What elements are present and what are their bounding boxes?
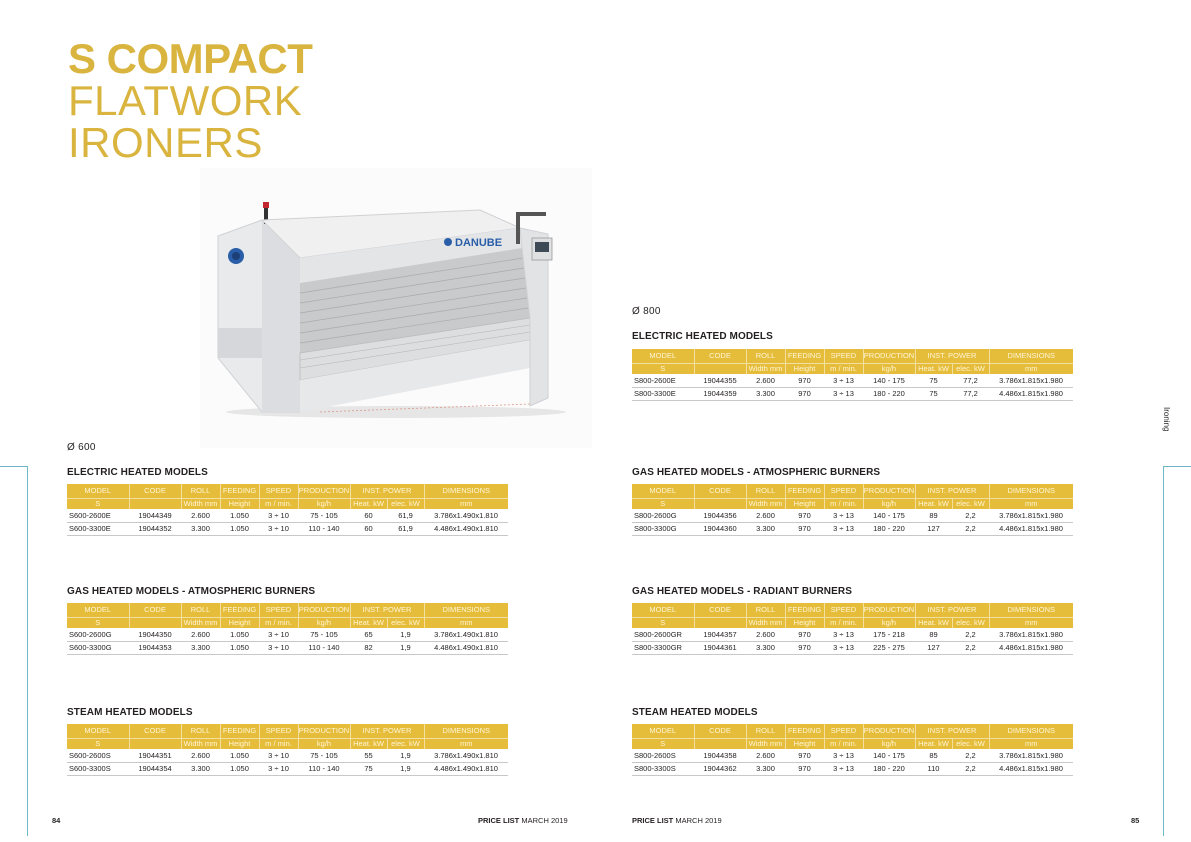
header-cell: MODEL (632, 484, 694, 498)
header-cell: INST. POWER (915, 603, 989, 617)
header-cell: PRODUCTION (298, 603, 350, 617)
table-cell: 3 ÷ 10 (259, 509, 298, 522)
subheader-cell: S (632, 738, 694, 749)
header-cell: DIMENSIONS (424, 484, 508, 498)
header-cell: INST. POWER (350, 724, 424, 738)
table-cell: 4.486x1.490x1.810 (424, 762, 508, 775)
table-cell: 19044352 (129, 522, 181, 535)
subheader-cell: Heat. kW (350, 617, 387, 628)
header-cell: INST. POWER (915, 484, 989, 498)
header-cell: MODEL (632, 603, 694, 617)
table-cell: 19044357 (694, 628, 746, 641)
right-gas-radiant-table (632, 603, 1073, 655)
table-cell: 3 ÷ 13 (824, 749, 863, 762)
brand-label: DANUBE (455, 237, 503, 249)
table-row (67, 509, 508, 522)
table-cell: 110 - 140 (298, 641, 350, 654)
table-cell: 2,2 (952, 749, 989, 762)
table-cell: 19044353 (129, 641, 181, 654)
subheader-cell: Height (785, 498, 824, 509)
table-cell: 970 (785, 641, 824, 654)
header-cell: SPEED (259, 484, 298, 498)
table-cell: 60 (350, 522, 387, 535)
table-cell: 1.050 (220, 628, 259, 641)
header-cell: ROLL (181, 484, 220, 498)
header-cell: ROLL (746, 484, 785, 498)
subheader-cell: Height (785, 363, 824, 374)
table-cell: 19044354 (129, 762, 181, 775)
header-cell: DIMENSIONS (989, 349, 1073, 363)
table-cell: 3.786x1.490x1.810 (424, 628, 508, 641)
header-cell: DIMENSIONS (989, 603, 1073, 617)
table-row (632, 628, 1073, 641)
table-cell: 140 - 175 (863, 509, 915, 522)
right-steam-table (632, 724, 1073, 776)
table-cell: 19044360 (694, 522, 746, 535)
right-diameter: Ø 800 (632, 306, 661, 317)
right-footer-price-list (632, 816, 722, 825)
table-cell: 2,2 (952, 641, 989, 654)
table-cell: 225 - 275 (863, 641, 915, 654)
table-cell: 19044349 (129, 509, 181, 522)
table-cell: S800-2600S (632, 749, 694, 762)
table-row (632, 641, 1073, 654)
subheader-cell: mm (424, 738, 508, 749)
product-photo (200, 168, 592, 448)
table-cell: 1,9 (387, 749, 424, 762)
header-cell: DIMENSIONS (424, 603, 508, 617)
table-cell: 75 - 105 (298, 749, 350, 762)
header-cell: SPEED (259, 724, 298, 738)
table-cell: 3 ÷ 10 (259, 522, 298, 535)
header-cell: FEEDING (785, 349, 824, 363)
subheader-cell: kg/h (863, 738, 915, 749)
subheader-cell: S (67, 498, 129, 509)
header-cell: FEEDING (785, 724, 824, 738)
table-cell: 140 - 175 (863, 374, 915, 387)
table-cell: S600-3300G (67, 641, 129, 654)
header-cell: CODE (694, 603, 746, 617)
table-cell: 2,2 (952, 509, 989, 522)
right-gas-radiant-heading: GAS HEATED MODELS - RADIANT BURNERS (632, 586, 852, 597)
table-cell: S800-2600G (632, 509, 694, 522)
table-cell: 140 - 175 (863, 749, 915, 762)
subheader-cell (694, 498, 746, 509)
header-cell: MODEL (632, 724, 694, 738)
table-cell: 110 - 140 (298, 522, 350, 535)
table-cell: S600-2600G (67, 628, 129, 641)
table-row (632, 522, 1073, 535)
header-cell: MODEL (632, 349, 694, 363)
table-cell: 75 - 105 (298, 509, 350, 522)
header-cell: PRODUCTION (863, 724, 915, 738)
header-cell: SPEED (824, 724, 863, 738)
left-footer-price-list (478, 816, 568, 825)
table-cell: S800-3300E (632, 387, 694, 400)
table-cell: 110 (915, 762, 952, 775)
table-cell: 2,2 (952, 522, 989, 535)
subheader-cell: Width mm (746, 363, 785, 374)
subheader-cell: Height (220, 738, 259, 749)
header-cell: INST. POWER (350, 484, 424, 498)
table-cell: 127 (915, 641, 952, 654)
subheader-cell: elec. kW (387, 738, 424, 749)
subheader-cell (694, 617, 746, 628)
subheader-cell: m / min. (824, 738, 863, 749)
header-cell: DIMENSIONS (989, 484, 1073, 498)
table-cell: 3.300 (746, 762, 785, 775)
table-cell: S800-3300GR (632, 641, 694, 654)
subheader-cell: elec. kW (387, 498, 424, 509)
subheader-cell: Width mm (181, 498, 220, 509)
left-diameter: Ø 600 (67, 442, 96, 453)
header-cell: FEEDING (785, 603, 824, 617)
title-line-2: FLATWORK (68, 77, 303, 124)
header-cell: FEEDING (220, 484, 259, 498)
left-electric-heading: ELECTRIC HEATED MODELS (67, 467, 208, 478)
header-cell: INST. POWER (915, 349, 989, 363)
subheader-cell: m / min. (824, 617, 863, 628)
table-cell: 55 (350, 749, 387, 762)
header-cell: DIMENSIONS (424, 724, 508, 738)
table-cell: 2.600 (746, 628, 785, 641)
table-cell: 3.300 (181, 641, 220, 654)
subheader-cell: Height (785, 738, 824, 749)
table-cell: 4.486x1.815x1.980 (989, 387, 1073, 400)
subheader-cell: kg/h (863, 498, 915, 509)
left-footer-price-list-bold: PRICE LIST (478, 816, 520, 825)
table-cell: 75 (915, 387, 952, 400)
table-cell: 3.786x1.815x1.980 (989, 628, 1073, 641)
left-gas-heading: GAS HEATED MODELS - ATMOSPHERIC BURNERS (67, 586, 316, 597)
subheader-cell: mm (424, 617, 508, 628)
table-cell: 19044356 (694, 509, 746, 522)
subheader-cell: m / min. (824, 363, 863, 374)
table-cell: 19044355 (694, 374, 746, 387)
table-cell: 970 (785, 762, 824, 775)
table-cell: 2.600 (181, 628, 220, 641)
subheader-cell: mm (989, 617, 1073, 628)
header-cell: DIMENSIONS (989, 724, 1073, 738)
header-cell: MODEL (67, 603, 129, 617)
table-cell: S600-2600S (67, 749, 129, 762)
header-cell: MODEL (67, 724, 129, 738)
subheader-cell: Width mm (746, 498, 785, 509)
table-cell: 1.050 (220, 641, 259, 654)
table-cell: 3 ÷ 13 (824, 522, 863, 535)
table-cell: 61,9 (387, 509, 424, 522)
table-cell: 970 (785, 374, 824, 387)
table-cell: 2.600 (181, 509, 220, 522)
table-cell: 3 ÷ 10 (259, 749, 298, 762)
table-cell: 3 ÷ 10 (259, 628, 298, 641)
table-cell: 3 ÷ 10 (259, 762, 298, 775)
subheader-cell: mm (989, 738, 1073, 749)
title-line-1: S COMPACT (68, 35, 313, 82)
table-cell: 75 - 105 (298, 628, 350, 641)
table-cell: 970 (785, 387, 824, 400)
table-cell: S600-3300E (67, 522, 129, 535)
header-cell: SPEED (824, 603, 863, 617)
table-row (67, 641, 508, 654)
table-cell: 970 (785, 522, 824, 535)
table-cell: 75 (915, 374, 952, 387)
table-row (632, 749, 1073, 762)
subheader-cell: elec. kW (952, 738, 989, 749)
right-footer-price-list-date: MARCH 2019 (675, 816, 722, 825)
table-cell: S800-2600E (632, 374, 694, 387)
table-row (67, 762, 508, 775)
table-cell: 3.300 (746, 387, 785, 400)
header-cell: CODE (129, 484, 181, 498)
table-cell: 19044358 (694, 749, 746, 762)
section-side-label: Ironing (1162, 407, 1171, 432)
subheader-cell: Height (220, 617, 259, 628)
left-page-number: 84 (52, 816, 61, 825)
subheader-cell: Heat. kW (350, 498, 387, 509)
table-cell: 2,2 (952, 762, 989, 775)
left-footer-price-list-date: MARCH 2019 (521, 816, 568, 825)
table-cell: 3 ÷ 10 (259, 641, 298, 654)
subheader-cell: Width mm (746, 738, 785, 749)
table-cell: 180 - 220 (863, 387, 915, 400)
right-steam-heading: STEAM HEATED MODELS (632, 707, 758, 718)
subheader-cell: kg/h (863, 617, 915, 628)
table-cell: 970 (785, 509, 824, 522)
header-cell: ROLL (181, 724, 220, 738)
header-cell: CODE (129, 603, 181, 617)
table-cell: 19044350 (129, 628, 181, 641)
header-cell: PRODUCTION (298, 724, 350, 738)
table-row (67, 749, 508, 762)
title-line-3: IRONERS (68, 119, 263, 166)
subheader-cell: Height (220, 498, 259, 509)
subheader-cell: mm (989, 498, 1073, 509)
table-cell: 2.600 (746, 749, 785, 762)
subheader-cell: kg/h (298, 617, 350, 628)
table-cell: 3.300 (181, 762, 220, 775)
table-row (632, 374, 1073, 387)
table-cell: 3 ÷ 13 (824, 387, 863, 400)
header-cell: FEEDING (220, 724, 259, 738)
subheader-cell (129, 617, 181, 628)
table-cell: 3.300 (746, 641, 785, 654)
subheader-cell: m / min. (259, 617, 298, 628)
table-row (67, 628, 508, 641)
table-row (632, 387, 1073, 400)
subheader-cell: elec. kW (387, 617, 424, 628)
table-cell: 3 ÷ 13 (824, 509, 863, 522)
right-electric-heading: ELECTRIC HEATED MODELS (632, 331, 773, 342)
table-cell: 4.486x1.815x1.980 (989, 522, 1073, 535)
table-cell: 1.050 (220, 522, 259, 535)
flatwork-ironer-illustration (200, 168, 592, 448)
table-cell: 2.600 (746, 374, 785, 387)
subheader-cell: kg/h (863, 363, 915, 374)
table-cell: S800-2600GR (632, 628, 694, 641)
table-cell: 127 (915, 522, 952, 535)
subheader-cell: Width mm (746, 617, 785, 628)
table-cell: 77,2 (952, 374, 989, 387)
table-cell: 110 - 140 (298, 762, 350, 775)
subheader-cell: Width mm (181, 617, 220, 628)
subheader-cell: m / min. (259, 738, 298, 749)
table-cell: 85 (915, 749, 952, 762)
subheader-cell: Heat. kW (915, 738, 952, 749)
table-cell: 3.786x1.490x1.810 (424, 509, 508, 522)
header-cell: FEEDING (785, 484, 824, 498)
subheader-cell: mm (989, 363, 1073, 374)
subheader-cell: S (632, 363, 694, 374)
subheader-cell: S (632, 617, 694, 628)
subheader-cell: S (67, 738, 129, 749)
table-cell: S800-3300S (632, 762, 694, 775)
table-cell: 180 - 220 (863, 522, 915, 535)
header-cell: ROLL (746, 724, 785, 738)
table-cell: 3.300 (181, 522, 220, 535)
table-cell: 3.786x1.815x1.980 (989, 509, 1073, 522)
table-cell: 3.786x1.815x1.980 (989, 749, 1073, 762)
subheader-cell: Width mm (181, 738, 220, 749)
subheader-cell: S (632, 498, 694, 509)
table-cell: S600-2600E (67, 509, 129, 522)
subheader-cell: S (67, 617, 129, 628)
subheader-cell: m / min. (824, 498, 863, 509)
subheader-cell: Heat. kW (915, 363, 952, 374)
subheader-cell (694, 738, 746, 749)
table-cell: 77,2 (952, 387, 989, 400)
subheader-cell: elec. kW (952, 363, 989, 374)
header-cell: PRODUCTION (863, 484, 915, 498)
header-cell: SPEED (259, 603, 298, 617)
table-cell: 1.050 (220, 749, 259, 762)
subheader-cell: Heat. kW (915, 498, 952, 509)
header-cell: SPEED (824, 349, 863, 363)
table-cell: 2.600 (746, 509, 785, 522)
header-cell: PRODUCTION (863, 603, 915, 617)
subheader-cell: mm (424, 498, 508, 509)
table-cell: 3 ÷ 13 (824, 762, 863, 775)
table-cell: 3 ÷ 13 (824, 628, 863, 641)
header-cell: FEEDING (220, 603, 259, 617)
table-cell: 82 (350, 641, 387, 654)
table-cell: 60 (350, 509, 387, 522)
subheader-cell: kg/h (298, 498, 350, 509)
table-row (632, 762, 1073, 775)
header-cell: PRODUCTION (863, 349, 915, 363)
table-cell: 1.050 (220, 509, 259, 522)
header-cell: CODE (129, 724, 181, 738)
table-cell: 1.050 (220, 762, 259, 775)
table-row (67, 522, 508, 535)
table-cell: 4.486x1.490x1.810 (424, 522, 508, 535)
header-cell: ROLL (746, 349, 785, 363)
subheader-cell: Heat. kW (915, 617, 952, 628)
header-cell: MODEL (67, 484, 129, 498)
table-cell: 1,9 (387, 641, 424, 654)
table-cell: 2.600 (181, 749, 220, 762)
right-gas-table (632, 484, 1073, 536)
right-footer-price-list-bold: PRICE LIST (632, 816, 674, 825)
table-cell: 175 - 218 (863, 628, 915, 641)
table-cell: 3 ÷ 13 (824, 374, 863, 387)
right-page-number: 85 (1131, 816, 1140, 825)
table-cell: 2,2 (952, 628, 989, 641)
header-cell: ROLL (746, 603, 785, 617)
subheader-cell (694, 363, 746, 374)
header-cell: CODE (694, 724, 746, 738)
subheader-cell: elec. kW (952, 498, 989, 509)
table-cell: 75 (350, 762, 387, 775)
left-steam-heading: STEAM HEATED MODELS (67, 707, 193, 718)
table-cell: S600-3300S (67, 762, 129, 775)
header-cell: CODE (694, 349, 746, 363)
table-cell: 3.786x1.815x1.980 (989, 374, 1073, 387)
left-margin-rule (0, 466, 28, 836)
table-cell: 89 (915, 628, 952, 641)
table-cell: 19044351 (129, 749, 181, 762)
subheader-cell: Height (785, 617, 824, 628)
table-cell: 3.786x1.490x1.810 (424, 749, 508, 762)
header-cell: PRODUCTION (298, 484, 350, 498)
table-cell: 3 ÷ 13 (824, 641, 863, 654)
header-cell: ROLL (181, 603, 220, 617)
table-cell: 19044359 (694, 387, 746, 400)
header-cell: SPEED (824, 484, 863, 498)
table-cell: 19044361 (694, 641, 746, 654)
table-cell: 1,9 (387, 762, 424, 775)
table-cell: 180 - 220 (863, 762, 915, 775)
left-electric-table (67, 484, 508, 536)
right-gas-heading: GAS HEATED MODELS - ATMOSPHERIC BURNERS (632, 467, 881, 478)
subheader-cell (129, 498, 181, 509)
left-gas-table (67, 603, 508, 655)
header-cell: INST. POWER (915, 724, 989, 738)
table-cell: 4.486x1.815x1.980 (989, 762, 1073, 775)
right-margin-rule (1163, 466, 1191, 836)
right-electric-table (632, 349, 1073, 401)
table-cell: 970 (785, 628, 824, 641)
header-cell: INST. POWER (350, 603, 424, 617)
table-cell: 3.300 (746, 522, 785, 535)
table-cell: S800-3300G (632, 522, 694, 535)
table-cell: 65 (350, 628, 387, 641)
subheader-cell: Heat. kW (350, 738, 387, 749)
subheader-cell: kg/h (298, 738, 350, 749)
left-steam-table (67, 724, 508, 776)
table-row (632, 509, 1073, 522)
table-cell: 4.486x1.815x1.980 (989, 641, 1073, 654)
table-cell: 1,9 (387, 628, 424, 641)
subheader-cell (129, 738, 181, 749)
table-cell: 970 (785, 749, 824, 762)
header-cell: CODE (694, 484, 746, 498)
table-cell: 19044362 (694, 762, 746, 775)
subheader-cell: m / min. (259, 498, 298, 509)
subheader-cell: elec. kW (952, 617, 989, 628)
table-cell: 89 (915, 509, 952, 522)
table-cell: 4.486x1.490x1.810 (424, 641, 508, 654)
table-cell: 61,9 (387, 522, 424, 535)
page-title (68, 35, 313, 166)
